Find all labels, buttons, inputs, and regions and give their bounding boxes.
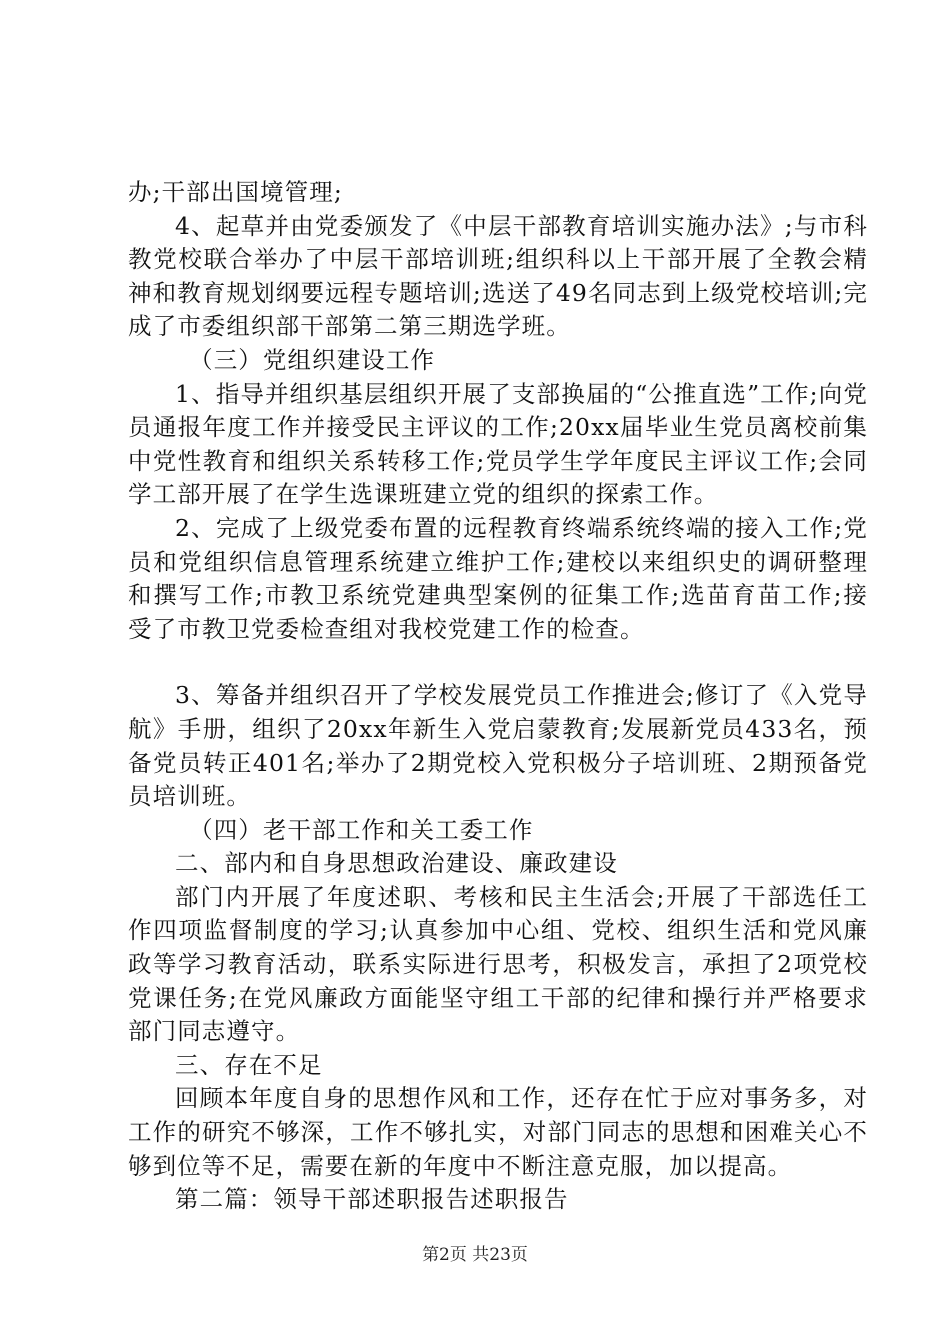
- section-heading-3: （三）党组织建设工作: [189, 345, 436, 374]
- paragraph-shortcomings: 回顾本年度自身的思想作风和工作，还存在忙于应对事务多，对工作的研究不够深，工作不够扎实，对部门同志的思想和困难关心不够到位等不足，需要在新的年度中不断注意克服，加以提高。: [128, 1084, 868, 1180]
- paragraph-item-1: 1、指导并组织基层组织开展了支部换届的“公推直选”工作;向党员通报年度工作并接受民主评议的工作;20xx届毕业生党员离校前集中党性教育和组织关系转移工作;党员学生学年度民主评议工作;会同学工部开展了在学生选课班建立党的组织的探索工作。: [128, 379, 868, 509]
- document-body: [128, 176, 868, 1217]
- part-two-title: 第二篇：领导干部述职报告述职报告: [175, 1185, 569, 1214]
- section-heading-shortcomings: 三、存在不足: [175, 1050, 323, 1079]
- paragraph-continuation: 办;干部出国境管理;: [128, 178, 343, 206]
- paragraph-self-building: 部门内开展了年度述职、考核和民主生活会;开展了干部选任工作四项监督制度的学习;认真参加中心组、党校、组织生活和党风廉政等学习教育活动，联系实际进行思考，积极发言，承担了2项党校党课任务;在党风廉政方面能坚守组工干部的纪律和操行并严格要求部门同志遵守。: [128, 882, 868, 1046]
- paragraph-item-3: 3、筹备并组织召开了学校发展党员工作推进会;修订了《入党导航》手册，组织了20xx年新生入党启蒙教育;发展新党员433名，预备党员转正401名;举办了2期党校入党积极分子培训班、2期预备党员培训班。: [128, 681, 868, 811]
- paragraph-item-2: 2、完成了上级党委布置的远程教育终端系统终端的接入工作;党员和党组织信息管理系统建立维护工作;建校以来组织史的调研整理和撰写工作;市教卫系统党建典型案例的征集工作;选苗育苗工作;接受了市教卫党委检查组对我校党建工作的检查。: [128, 513, 868, 643]
- section-heading-2: 二、部内和自身思想政治建设、廉政建设: [175, 849, 618, 878]
- paragraph-item-4: 4、起草并由党委颁发了《中层干部教育培训实施办法》;与市科教党校联合举办了中层干部培训班;组织科以上干部开展了全教会精神和教育规划纲要远程专题培训;选送了49名同志到上级党校培训;完成了市委组织部干部第二第三期选学班。: [128, 211, 868, 341]
- page-number-footer: 第2页 共23页: [422, 1245, 528, 1265]
- section-heading-4: （四）老干部工作和关工委工作: [189, 815, 534, 844]
